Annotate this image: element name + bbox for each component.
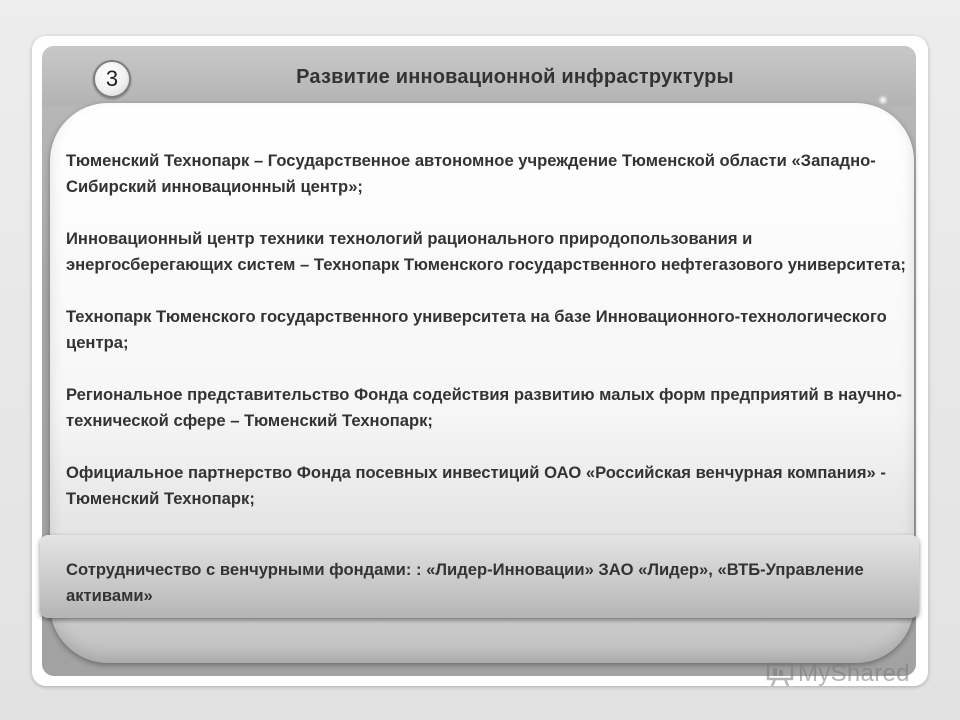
presentation-board-icon xyxy=(766,661,794,687)
paragraph-tyumen-technopark: Тюменский Технопарк – Государственное автономное учреждение Тюменской области «Западно-Сибирский инновационный центр»; xyxy=(66,151,876,196)
paragraph-rvc-partnership: Официальное партнерство Фонда посевных инвестиций ОАО «Российская венчурная компания» - Тюменский Технопарк; xyxy=(66,463,886,508)
decorative-dot xyxy=(878,95,888,105)
highlight-text: Сотрудничество с венчурными фондами: : «Лидер-Инновации» ЗАО «Лидер», «ВТБ-Управление активами» xyxy=(66,560,864,605)
content-text xyxy=(66,148,906,538)
paragraph-regional-office: Региональное представительство Фонда содействия развитию малых форм предприятий в научно-технической сфере – Тюменский Технопарк; xyxy=(66,385,902,430)
paragraph-tgu-technopark: Технопарк Тюменского государственного университета на базе Инновационного-технологического центра; xyxy=(66,307,887,352)
slide-title: Развитие инновационной инфраструктуры xyxy=(296,66,734,88)
slide-number-badge: 3 xyxy=(93,60,131,98)
watermark-text: MyShared xyxy=(798,660,910,687)
watermark xyxy=(766,656,910,692)
paragraph-innovation-center: Инновационный центр техники технологий рационального природопользования и энергосберегающих систем – Технопарк Тюменского государственного нефтегазового университета; xyxy=(66,229,906,274)
